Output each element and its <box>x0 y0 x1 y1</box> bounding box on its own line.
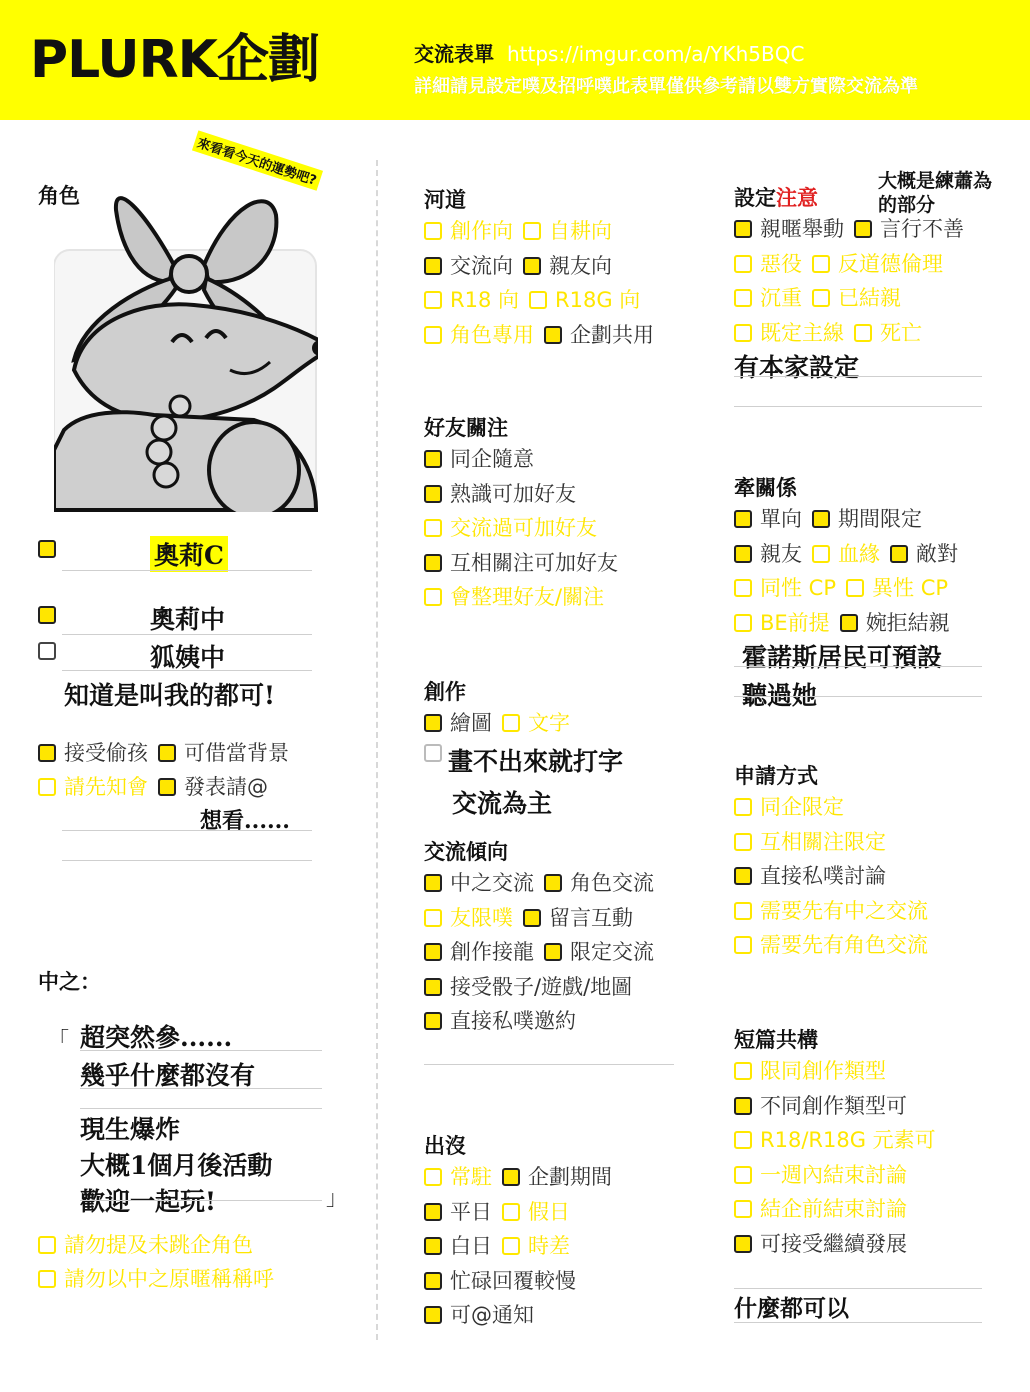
create-note-1: 畫不出來就打字 <box>448 747 624 776</box>
option-row <box>424 1197 580 1227</box>
player-line-4: 大概1個月後活動 <box>80 1151 273 1180</box>
underline <box>80 1200 322 1201</box>
option-checkbox[interactable]: 親友 <box>734 539 802 569</box>
want-see-note: 想看...... <box>200 808 290 834</box>
checkbox-icon <box>424 714 442 732</box>
option-checkbox[interactable]: 結企前結束討論 <box>734 1194 907 1224</box>
option-row <box>734 573 958 603</box>
checkbox-icon <box>734 614 752 632</box>
option-row <box>734 249 953 279</box>
checkbox-icon <box>523 909 541 927</box>
character-name: 奧莉C <box>150 536 228 572</box>
checkbox-icon <box>424 943 442 961</box>
create-note-2: 交流為主 <box>452 789 553 818</box>
option-checkbox[interactable]: 假日 <box>502 1197 570 1227</box>
checkbox-icon <box>734 324 752 342</box>
option-checkbox[interactable]: 接受骰子/遊戲/地圖 <box>424 972 632 1002</box>
checkbox-icon <box>854 324 872 342</box>
option-checkbox[interactable]: 親友向 <box>523 251 612 281</box>
option-checkbox[interactable]: 交流過可加好友 <box>424 513 597 543</box>
checkbox-icon <box>734 579 752 597</box>
create-text[interactable]: 文字 <box>502 708 570 738</box>
underline <box>62 670 312 671</box>
checkbox-icon <box>424 874 442 892</box>
checkbox-icon <box>734 1097 752 1115</box>
checkbox-icon <box>734 936 752 954</box>
options1-row <box>38 738 299 768</box>
checkbox-icon <box>840 614 858 632</box>
form-label: 交流表單 <box>414 42 494 66</box>
option-checkbox[interactable]: 惡役 <box>734 249 802 279</box>
checkbox-icon <box>424 554 442 572</box>
player-line-1: 超突然參...... <box>80 1023 233 1052</box>
option-row <box>734 1194 917 1224</box>
checkbox-icon <box>424 519 442 537</box>
underline <box>62 860 312 861</box>
checkbox-icon <box>38 1236 56 1254</box>
option-checkbox[interactable]: 平日 <box>424 1197 492 1227</box>
checkbox-icon <box>812 510 830 528</box>
rule-no-unjoined[interactable]: 請勿提及未跳企角色 <box>38 1230 253 1260</box>
option-checkbox[interactable]: 自耕向 <box>523 216 612 246</box>
underline <box>424 1064 674 1065</box>
option-row <box>734 930 938 960</box>
underline <box>734 666 982 667</box>
option-row <box>734 283 911 313</box>
option-checkbox[interactable]: BE前提 <box>734 608 830 638</box>
checkbox-icon <box>734 1166 752 1184</box>
option-checkbox[interactable]: 不同創作類型可 <box>734 1091 907 1121</box>
player-title: 中之： <box>38 970 101 994</box>
option-checkbox[interactable]: 已結親 <box>812 283 901 313</box>
quote-open: 「 <box>48 1028 69 1052</box>
checkbox-icon <box>854 220 872 238</box>
create-drawing[interactable]: 繪圖 <box>424 708 492 738</box>
option-checkbox[interactable]: 異性 CP <box>846 573 948 603</box>
avatar-caption: 來看看今天的運勢吧? <box>192 130 323 190</box>
option-row <box>424 479 586 509</box>
option-checkbox[interactable]: 同企限定 <box>734 792 844 822</box>
option-row <box>734 608 960 638</box>
checkbox-icon <box>734 902 752 920</box>
option-row <box>734 827 896 857</box>
option-checkbox[interactable]: 企劃共用 <box>544 320 654 350</box>
option-checkbox[interactable]: 直接私噗討論 <box>734 861 886 891</box>
option-row <box>734 896 938 926</box>
nickname-1: 奧莉中 <box>150 605 226 634</box>
checkbox-icon <box>502 1203 520 1221</box>
option-row <box>424 582 614 612</box>
role-title: 角色 <box>38 184 80 208</box>
option-row <box>734 1229 917 1259</box>
option-checkbox[interactable]: 期間限定 <box>812 504 922 534</box>
option-row <box>734 504 932 534</box>
checkbox-icon <box>734 1200 752 1218</box>
checkbox-icon <box>424 1306 442 1324</box>
underline <box>734 1322 982 1323</box>
option-notify-first[interactable]: 請先知會 <box>38 772 148 802</box>
underline <box>734 696 982 697</box>
option-steal-child[interactable]: 接受偷孩 <box>38 738 148 768</box>
option-checkbox[interactable]: 留言互動 <box>523 903 633 933</box>
setting-note-1: 大概是練蕭為 <box>878 170 993 192</box>
checkbox-icon <box>523 222 541 240</box>
checkbox-icon <box>424 1168 442 1186</box>
underline <box>734 1288 982 1289</box>
option-checkbox[interactable]: 角色交流 <box>544 868 654 898</box>
nick1-checkbox[interactable] <box>38 606 64 624</box>
option-checkbox[interactable]: 反道德倫理 <box>812 249 943 279</box>
column-divider <box>376 160 378 1340</box>
quote-close: 」 <box>326 1186 347 1210</box>
name-row <box>38 540 74 558</box>
option-row <box>424 1300 544 1330</box>
nickname-2: 狐姨中 <box>150 643 226 672</box>
option-row <box>734 792 854 822</box>
checkbox-icon <box>734 545 752 563</box>
header-note: 詳細請見設定噗及招呼噗此表單僅供參考請以雙方實際交流為準 <box>414 76 918 97</box>
player-line-3: 現生爆炸 <box>80 1115 181 1144</box>
create-other[interactable] <box>424 744 450 762</box>
relation-hand-1: 霍諾斯居民可預設 <box>742 643 943 672</box>
option-tag-on-post[interactable]: 發表請@ <box>158 772 268 802</box>
rule-row-1 <box>38 1230 263 1260</box>
underline <box>62 830 312 831</box>
option-checkbox[interactable]: 創作接龍 <box>424 937 534 967</box>
option-checkbox[interactable]: R18 向 <box>424 285 519 315</box>
relation-hand-2: 聽過她 <box>742 681 818 710</box>
option-row <box>424 1162 622 1192</box>
rule-row-2 <box>38 1264 284 1294</box>
apply-title: 申請方式 <box>734 764 818 788</box>
player-line-2: 幾乎什麼都沒有 <box>80 1061 256 1090</box>
option-row <box>734 1091 917 1121</box>
option-checkbox[interactable]: 同性 CP <box>734 573 836 603</box>
option-row <box>734 214 974 244</box>
checkbox-icon <box>424 291 442 309</box>
option-checkbox[interactable]: 創作向 <box>424 216 513 246</box>
checkbox-icon <box>38 778 56 796</box>
option-checkbox[interactable]: R18G 向 <box>529 285 640 315</box>
checkbox-icon <box>38 606 56 624</box>
checkbox-icon <box>734 1062 752 1080</box>
checkbox-icon <box>812 289 830 307</box>
option-checkbox[interactable]: 同企隨意 <box>424 444 534 474</box>
checkbox-icon <box>158 744 176 762</box>
checkbox-icon <box>424 909 442 927</box>
option-row <box>424 216 622 246</box>
trend-title: 交流傾向 <box>424 840 508 864</box>
checkbox-icon <box>734 798 752 816</box>
option-checkbox[interactable]: 白日 <box>424 1231 492 1261</box>
checkbox-icon <box>38 642 56 660</box>
option-checkbox[interactable]: 互相關注限定 <box>734 827 886 857</box>
checkbox-icon <box>846 579 864 597</box>
option-row <box>424 937 664 967</box>
option-checkbox[interactable]: R18/R18G 元素可 <box>734 1125 936 1155</box>
checkbox-icon <box>424 1203 442 1221</box>
checkbox-icon <box>734 1131 752 1149</box>
option-checkbox[interactable]: 常駐 <box>424 1162 492 1192</box>
friend-title: 好友關注 <box>424 416 508 440</box>
option-checkbox[interactable]: 限定交流 <box>544 937 654 967</box>
option-checkbox[interactable]: 需要先有中之交流 <box>734 896 928 926</box>
checkbox-icon <box>502 714 520 732</box>
option-checkbox[interactable]: 忙碌回覆較慢 <box>424 1266 576 1296</box>
river-title: 河道 <box>424 188 466 212</box>
checkbox-icon <box>544 326 562 344</box>
nick1-row <box>38 606 74 624</box>
header-banner <box>0 0 1030 120</box>
option-checkbox[interactable]: 需要先有角色交流 <box>734 930 928 960</box>
option-checkbox[interactable]: 一週內結束討論 <box>734 1160 907 1190</box>
option-checkbox[interactable]: 單向 <box>734 504 802 534</box>
form-link[interactable]: https://imgur.com/a/YKh5BQC <box>506 42 805 66</box>
option-row <box>734 1056 896 1086</box>
option-checkbox[interactable]: 中之交流 <box>424 868 534 898</box>
setting-hand-note: 有本家設定 <box>734 353 860 382</box>
option-checkbox[interactable]: 敵對 <box>890 539 958 569</box>
checkbox-icon <box>502 1237 520 1255</box>
underline <box>80 1050 322 1051</box>
option-row <box>734 861 896 891</box>
option-row <box>424 513 607 543</box>
setting-note-2: 的部分 <box>878 194 936 216</box>
option-row <box>734 539 968 569</box>
checkbox-icon <box>38 1270 56 1288</box>
checkbox-icon <box>544 943 562 961</box>
checkbox-icon <box>424 222 442 240</box>
checkbox-icon <box>424 978 442 996</box>
option-row <box>424 1231 580 1261</box>
character-avatar <box>54 170 318 512</box>
option-row <box>734 318 932 348</box>
checkbox-icon <box>734 220 752 238</box>
option-checkbox[interactable]: 友限噗 <box>424 903 513 933</box>
option-row <box>734 1160 917 1190</box>
checkbox-icon <box>523 257 541 275</box>
option-row <box>424 251 622 281</box>
option-checkbox[interactable]: 血緣 <box>812 539 880 569</box>
underline <box>62 634 312 635</box>
option-row <box>424 1006 586 1036</box>
setting-title: 設定注意 <box>734 186 818 210</box>
create-row <box>424 708 580 738</box>
option-checkbox[interactable]: 沉重 <box>734 283 802 313</box>
checkbox-icon <box>424 1237 442 1255</box>
option-background[interactable]: 可借當背景 <box>158 738 289 768</box>
option-row <box>734 1125 946 1155</box>
option-row <box>424 972 642 1002</box>
option-checkbox[interactable]: 互相關注可加好友 <box>424 548 618 578</box>
option-checkbox[interactable]: 言行不善 <box>854 214 964 244</box>
checkbox-icon <box>38 540 56 558</box>
nick2-checkbox[interactable] <box>38 642 64 660</box>
checkbox-icon <box>424 326 442 344</box>
option-row <box>424 868 664 898</box>
checkbox-icon <box>424 588 442 606</box>
option-checkbox[interactable]: 既定主線 <box>734 318 844 348</box>
checkbox-icon <box>424 485 442 503</box>
checkbox-icon <box>424 257 442 275</box>
checkbox-icon <box>734 289 752 307</box>
short-hand-note: 什麼都可以 <box>734 1295 849 1322</box>
underline <box>734 376 982 377</box>
option-checkbox[interactable]: 時差 <box>502 1231 570 1261</box>
option-checkbox[interactable]: 會整理好友/關注 <box>424 582 604 612</box>
checkbox-icon <box>502 1168 520 1186</box>
checkbox-icon <box>38 744 56 762</box>
option-row <box>424 444 544 474</box>
options2-row <box>38 772 278 802</box>
option-checkbox[interactable]: 企劃期間 <box>502 1162 612 1192</box>
nick2-row <box>38 642 74 660</box>
checkbox-icon <box>812 545 830 563</box>
option-checkbox[interactable]: 可接受繼續發展 <box>734 1229 907 1259</box>
option-checkbox[interactable]: 角色專用 <box>424 320 534 350</box>
option-row <box>424 548 628 578</box>
option-row <box>424 320 664 350</box>
option-checkbox[interactable]: 直接私噗邀約 <box>424 1006 576 1036</box>
checkbox-icon <box>734 833 752 851</box>
checkbox-icon <box>529 291 547 309</box>
option-checkbox[interactable]: 可@通知 <box>424 1300 534 1330</box>
name-checkbox[interactable] <box>38 540 64 558</box>
underline <box>62 570 312 571</box>
checkbox-icon <box>812 255 830 273</box>
option-row <box>424 1266 586 1296</box>
logo: PLURK企劃 <box>30 30 319 90</box>
checkbox-icon <box>734 255 752 273</box>
checkbox-icon <box>734 510 752 528</box>
option-checkbox[interactable]: 死亡 <box>854 318 922 348</box>
checkbox-icon <box>890 545 908 563</box>
option-checkbox[interactable]: 交流向 <box>424 251 513 281</box>
underline <box>734 406 982 407</box>
checkbox-icon <box>424 744 442 762</box>
option-checkbox[interactable]: 親暱舉動 <box>734 214 844 244</box>
checkbox-icon <box>424 450 442 468</box>
underline <box>80 1108 322 1109</box>
checkbox-icon <box>734 1235 752 1253</box>
option-row <box>424 285 650 315</box>
player-line-5: 歡迎一起玩! <box>80 1187 216 1216</box>
option-checkbox[interactable]: 限同創作類型 <box>734 1056 886 1086</box>
checkbox-icon <box>158 778 176 796</box>
checkbox-icon <box>734 867 752 885</box>
appear-title: 出沒 <box>424 1134 466 1158</box>
short-title: 短篇共構 <box>734 1028 818 1052</box>
relation-title: 牽關係 <box>734 476 797 500</box>
option-row <box>424 903 643 933</box>
create-title: 創作 <box>424 680 466 704</box>
rule-no-original-nick[interactable]: 請勿以中之原暱稱稱呼 <box>38 1264 274 1294</box>
nickname-note: 知道是叫我的都可! <box>64 681 275 710</box>
underline <box>80 1088 322 1089</box>
option-checkbox[interactable]: 熟識可加好友 <box>424 479 576 509</box>
form-line <box>414 38 804 67</box>
checkbox-icon <box>424 1012 442 1030</box>
checkbox-icon <box>544 874 562 892</box>
checkbox-icon <box>424 1272 442 1290</box>
option-checkbox[interactable]: 婉拒結親 <box>840 608 950 638</box>
